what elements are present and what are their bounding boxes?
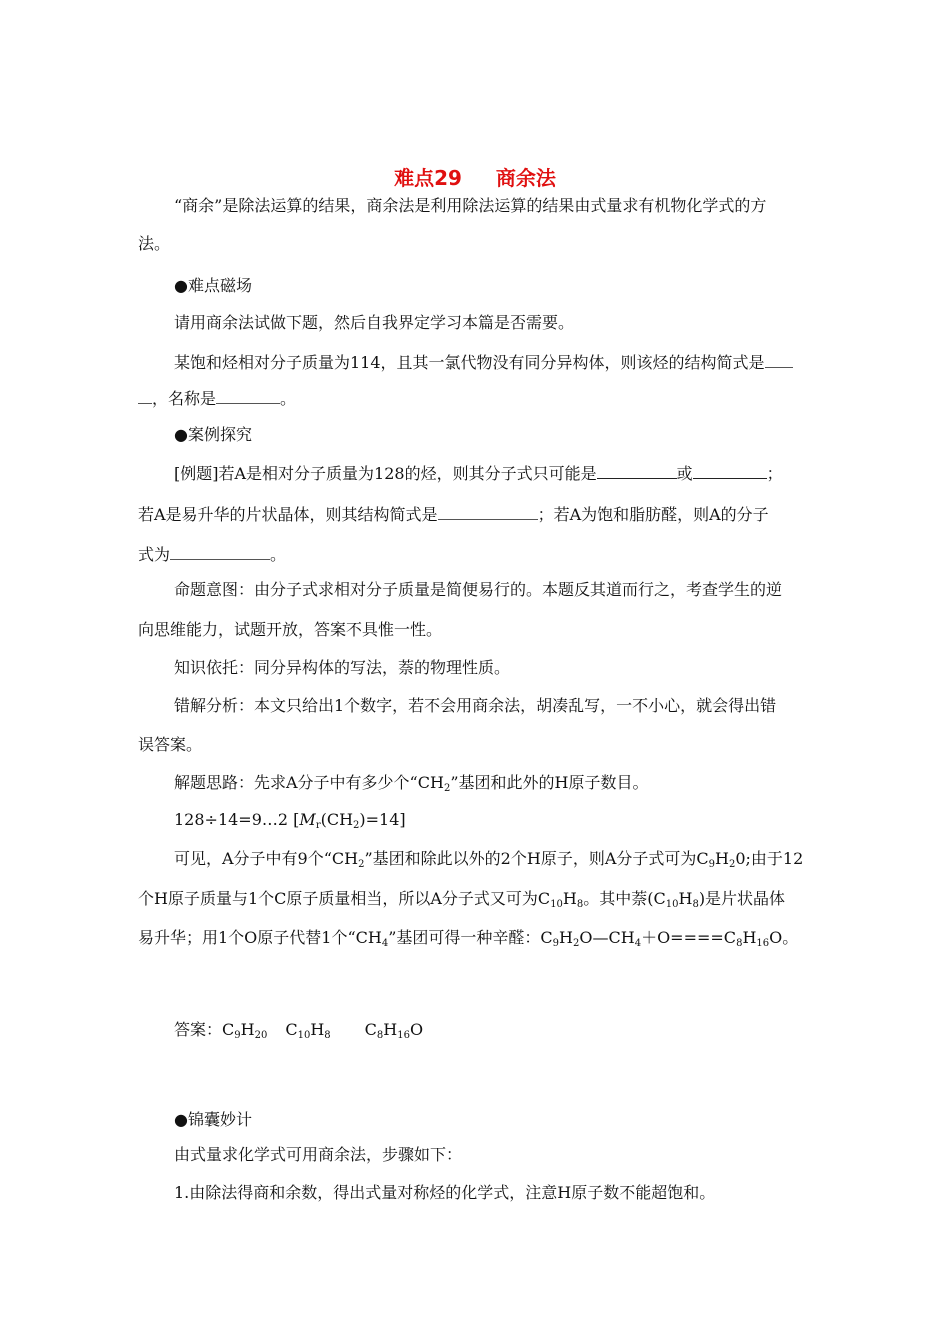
solution-idea: 解题思路：先求A分子中有多少个“$CH_2$”基团和此外的H原子数目。 xyxy=(174,773,649,794)
answer-blank-formula-1 xyxy=(597,462,677,479)
page-title xyxy=(0,162,950,191)
answer-line xyxy=(174,1020,423,1040)
intro-line-2: 法。 xyxy=(138,234,171,253)
difficulty-instruction: 请用商余法试做下题，然后自我界定学习本篇是否需要。 xyxy=(174,313,575,332)
answer-blank-aldehyde xyxy=(170,543,270,560)
example-line-3: 式为 。 xyxy=(138,545,287,564)
tips-intro: 由式量求化学式可用商余法，步骤如下： xyxy=(174,1145,463,1164)
section-heading-case: ●案例探究 xyxy=(174,425,252,444)
intent-line-1: 命题意图：由分子式求相对分子质量是简便易行的。本题反其道而行之，考查学生的逆 xyxy=(174,580,783,599)
section-heading-tips: ●锦囊妙计 xyxy=(174,1110,252,1129)
answer-blank-structure xyxy=(765,351,793,368)
answer-label: 答案： xyxy=(174,1020,223,1039)
calculation-line: 128÷14=9…2 $[M_r(CH_2)=14]$ xyxy=(174,810,406,831)
title-number: 难点29 xyxy=(394,166,462,190)
example-line-2: 若A是易升华的片状晶体，则其结构简式是 ；若A为饱和脂肪醛，则A的分子 xyxy=(138,505,769,524)
answer-formula-2: $C_{10}H_8$ xyxy=(285,1020,331,1041)
title-topic: 商余法 xyxy=(495,166,556,190)
analysis-line-3: 易升华；用1个O原子代替1个“$CH_4$”基团可得一种辛醛：$C_9H_2O—CH_4+O====C_8H_{16}O$。 xyxy=(138,928,799,949)
analysis-line-2: 个H原子质量与1个C原子质量相当，所以A分子式又可为$C_{10}H_8$。其中萘$(C_{10}H_8)$是片状晶体 xyxy=(138,889,786,910)
answer-blank-structure-cont xyxy=(138,387,152,404)
answer-blank-name xyxy=(216,387,280,404)
example-line-1: [例题]若A是相对分子质量为128的烃，则其分子式只可能是 或 ； xyxy=(174,464,783,483)
difficulty-question-line-1: 某饱和烃相对分子质量为114，且其一氯代物没有同分异构体，则该烃的结构简式是 xyxy=(174,351,793,373)
answer-blank-formula-2 xyxy=(693,462,767,479)
intent-line-2: 向思维能力，试题开放，答案不具惟一性。 xyxy=(138,620,443,639)
tips-step-1: 1.由除法得商和余数，得出式量对称烃的化学式，注意H原子数不能超饱和。 xyxy=(174,1183,716,1202)
knowledge-basis: 知识依托：同分异构体的写法，萘的物理性质。 xyxy=(174,658,511,677)
analysis-line-1: 可见，A分子中有9个“$CH_2$”基团和除此以外的2个H原子，则A分子式可为$C_9H_20$;由于12 xyxy=(174,849,804,870)
intro-line-1: “商余”是除法运算的结果，商余法是利用除法运算的结果由式量求有机物化学式的方 xyxy=(174,196,767,215)
answer-formula-1: $C_9H_{20}$ xyxy=(222,1020,268,1041)
answer-blank-structure-formula xyxy=(438,503,538,520)
error-analysis-line-2: 误答案。 xyxy=(138,735,203,754)
answer-formula-3: $C_8H_{16}O$ xyxy=(364,1020,424,1041)
difficulty-question-line-2: ，名称是 。 xyxy=(138,387,296,409)
section-heading-difficulty: ●难点磁场 xyxy=(174,276,252,295)
error-analysis-line-1: 错解分析：本文只给出1个数字，若不会用商余法，胡凑乱写，一不小心，就会得出错 xyxy=(174,696,777,715)
